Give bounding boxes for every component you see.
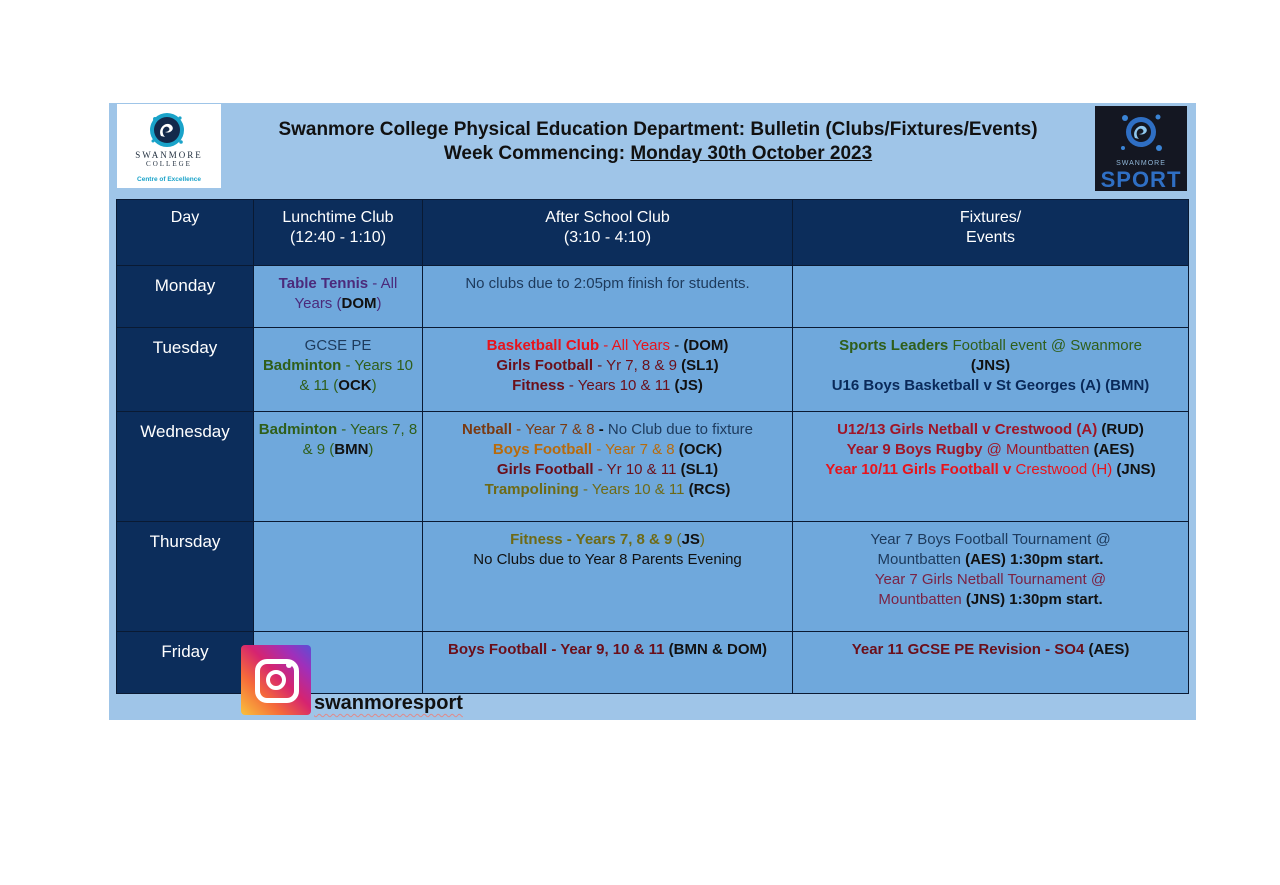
college-tagline: Centre of Excellence — [137, 176, 201, 183]
lunch-cell: Badminton - Years 7, 8 & 9 (BMN) — [254, 412, 423, 522]
lunch-cell — [254, 522, 423, 632]
fixtures-cell: U12/13 Girls Netball v Crestwood (A) (RUD) Year 9 Boys Rugby @ Mountbatten (AES) Year 10/11 Girls Football v Crestwood (H) (JNS) — [793, 412, 1189, 522]
day-cell: Friday — [117, 632, 254, 694]
table-header-row — [117, 200, 1189, 266]
bulletin-table — [116, 199, 1189, 694]
lunch-cell: GCSE PE Badminton - Years 10 & 11 (OCK) — [254, 328, 423, 412]
swanmore-sport-logo — [1095, 106, 1187, 191]
header-lunchtime: Lunchtime Club (12:40 - 1:10) — [254, 200, 423, 266]
instagram-handle[interactable]: swanmoresport — [314, 692, 463, 714]
after-school-cell: Fitness - Years 7, 8 & 9 (JS) No Clubs due to Year 8 Parents Evening — [423, 522, 793, 632]
swan-emblem-icon — [147, 110, 187, 150]
after-school-cell: No clubs due to 2:05pm finish for students. — [423, 266, 793, 328]
bulletin-title: Swanmore College Physical Education Department: Bulletin (Clubs/Fixtures/Events) Week Commencing: Monday 30th October 2023 — [278, 119, 1038, 164]
instagram-icon[interactable] — [241, 645, 311, 715]
table-row-monday — [117, 266, 1189, 328]
after-school-cell: Basketball Club - All Years - (DOM) Girls Football - Yr 7, 8 & 9 (SL1) Fitness - Years 10 & 11 (JS) — [423, 328, 793, 412]
after-school-cell: Netball - Year 7 & 8 - No Club due to fixture Boys Football - Year 7 & 8 (OCK) Girls Football - Yr 10 & 11 (SL1) Trampolining - Years 10 & 11 (RCS) — [423, 412, 793, 522]
header-after-school: After School Club (3:10 - 4:10) — [423, 200, 793, 266]
week-date: Monday 30th October 2023 — [630, 143, 873, 164]
table-row-thursday — [117, 522, 1189, 632]
table-row-tuesday — [117, 328, 1189, 412]
fixtures-cell — [793, 266, 1189, 328]
lunch-cell: Table Tennis - All Years (DOM) — [254, 266, 423, 328]
fixtures-cell: Year 11 GCSE PE Revision - SO4 (AES) — [793, 632, 1189, 694]
day-cell: Tuesday — [117, 328, 254, 412]
college-name: SWANMORE COLLEGE — [135, 150, 203, 168]
sport-logo-small-text: SWANMORE — [1116, 160, 1166, 167]
header-day: Day — [117, 200, 254, 266]
header-fixtures: Fixtures/ Events — [793, 200, 1189, 266]
swanmore-college-logo — [117, 104, 221, 188]
swan-sport-emblem-icon — [1115, 108, 1167, 160]
sport-logo-text: SPORT — [1100, 167, 1182, 191]
day-cell: Monday — [117, 266, 254, 328]
day-cell: Thursday — [117, 522, 254, 632]
table-row-wednesday — [117, 412, 1189, 522]
after-school-cell: Boys Football - Year 9, 10 & 11 (BMN & DOM) — [423, 632, 793, 694]
fixtures-cell: Year 7 Boys Football Tournament @ Mountbatten (AES) 1:30pm start. Year 7 Girls Netball Tournament @ Mountbatten (JNS) 1:30pm start. — [793, 522, 1189, 632]
day-cell: Wednesday — [117, 412, 254, 522]
fixtures-cell: Sports Leaders Football event @ Swanmore (JNS) U16 Boys Basketball v St Georges (A) (BMN) — [793, 328, 1189, 412]
